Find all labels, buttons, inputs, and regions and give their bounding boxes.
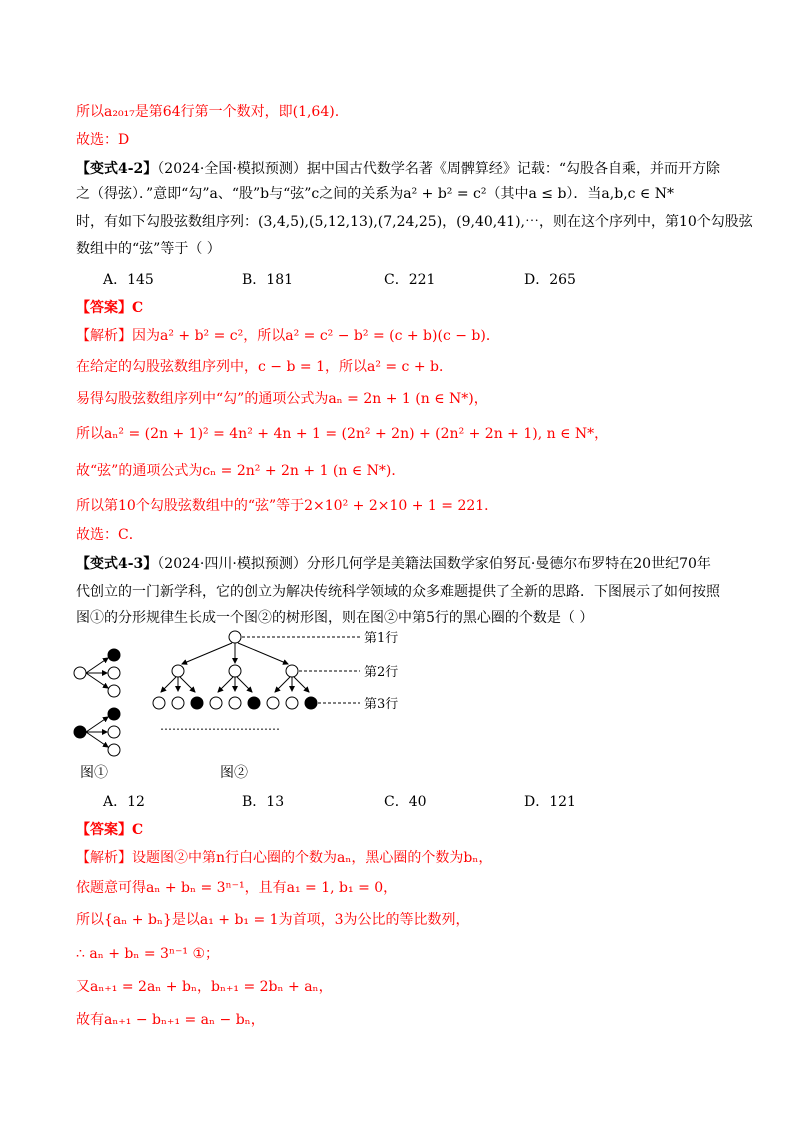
figure-caption: 图① xyxy=(80,765,108,781)
fractal-tree-figure xyxy=(60,625,420,790)
solution-line: 故“弦”的通项公式为cₙ = 2n² + 2n + 1 (n ∈ N*)． xyxy=(76,463,406,479)
question-text: 图①的分形规律生长成一个图②的树形图，则在图②中第5行的黑心圈的个数是（ ） xyxy=(76,610,594,626)
solution-line: 故选：C． xyxy=(76,527,143,543)
question-text: 代创立的一门新学科，它的创立为解决传统科学领域的众多难题提供了全新的思路．下图展示了如何按照 xyxy=(76,584,720,600)
solution-line: 所以aₙ² = (2n + 1)² = 4n² + 4n + 1 = (2n² + 2n) + (2n² + 2n + 1), n ∈ N*， xyxy=(76,426,609,442)
fig1-rule-white xyxy=(74,649,120,697)
option-c: C．40 xyxy=(384,794,427,810)
fig1-rule-black xyxy=(74,708,120,756)
solution-line: 故有aₙ₊₁ − bₙ₊₁ = aₙ − bₙ， xyxy=(76,1012,265,1028)
question-text: （2024·全国·模拟预测）据中国古代数学名著《周髀算经》记载：“勾股各自乘，并而开方除 xyxy=(157,161,720,177)
answer-label: 【答案】C xyxy=(76,300,144,316)
solution-line: 【解析】因为a² + b² = c²，所以a² = c² − b² = (c + b)(c − b)． xyxy=(76,328,500,344)
solution-line: 又aₙ₊₁ = 2aₙ + bₙ，bₙ₊₁ = 2bₙ + aₙ， xyxy=(76,979,333,995)
question-4-3-line xyxy=(76,554,711,574)
option-b: B．13 xyxy=(242,794,285,810)
question-text: （2024·四川·模拟预测）分形几何学是美籍法国数学家伯努瓦·曼德尔布罗特在20世纪70年 xyxy=(157,556,711,572)
text-line: 故选：D xyxy=(76,132,130,148)
option-a: A．12 xyxy=(103,794,145,810)
row-label: 第2行 xyxy=(364,665,399,680)
option-a: A．145 xyxy=(103,272,154,288)
option-d: D．265 xyxy=(524,272,576,288)
question-tag: 【变式4-3】 xyxy=(76,556,158,572)
option-b: B．181 xyxy=(242,272,294,288)
question-tag: 【变式4-2】 xyxy=(76,161,158,177)
option-c: C．221 xyxy=(384,272,436,288)
question-text: 时，有如下勾股弦数组序列：(3,4,5),(5,12,13),(7,24,25)，(9,40,41),⋯，则在这个序列中，第10个勾股弦 xyxy=(76,214,753,230)
solution-line: 在给定的勾股弦数组序列中，c − b = 1，所以a² = c + b． xyxy=(76,359,453,375)
question-text: 之（得弦）．”意即“勾”a、“股”b与“弦”c之间的关系为a² + b² = c²（其中a ≤ b）．当a,b,c ∈ N* xyxy=(76,186,674,202)
question-text: 数组中的“弦”等于（ ） xyxy=(76,241,221,257)
option-d: D．121 xyxy=(524,794,576,810)
solution-line: 易得勾股弦数组序列中“勾”的通项公式为aₙ = 2n + 1 (n ∈ N*)， xyxy=(76,391,488,407)
solution-line: 依题意可得aₙ + bₙ = 3ⁿ⁻¹，且有a₁ = 1, b₁ = 0， xyxy=(76,880,398,896)
continuation-dots: ………………………… xyxy=(160,719,280,733)
fig2-tree xyxy=(153,631,317,709)
solution-line: ∴ aₙ + bₙ = 3ⁿ⁻¹ ①； xyxy=(76,946,220,962)
solution-line: 所以{aₙ + bₙ}是以a₁ + b₁ = 1为首项，3为公比的等比数列， xyxy=(76,912,470,928)
question-4-2-line xyxy=(76,159,720,179)
row-label: 第1行 xyxy=(364,631,399,646)
row-label: 第3行 xyxy=(364,697,399,712)
text-line: 所以a₂₀₁₇是第64行第一个数对，即(1,64). xyxy=(76,104,340,120)
solution-line: 所以第10个勾股弦数组中的“弦”等于2×10² + 2×10 + 1 = 221． xyxy=(76,498,499,514)
solution-line: 【解析】设题图②中第n行白心圈的个数为aₙ，黑心圈的个数为bₙ， xyxy=(76,850,493,866)
answer-label: 【答案】C xyxy=(76,822,144,838)
figure-caption: 图② xyxy=(220,765,248,781)
